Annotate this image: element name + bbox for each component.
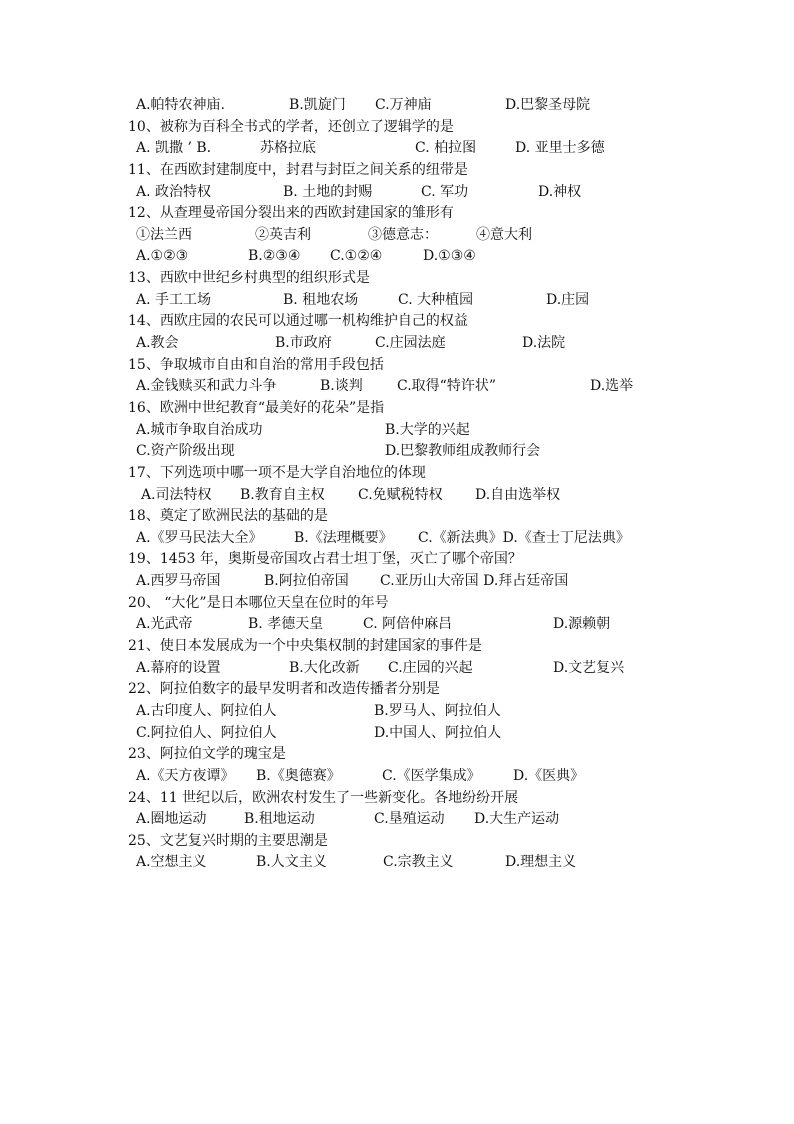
- answer-options: [128, 420, 648, 442]
- answer-option: A.《天方夜谭》: [136, 767, 235, 784]
- answer-option: C. 阿倍仲麻吕: [363, 616, 453, 633]
- answer-option: C.垦殖运动: [374, 811, 445, 828]
- answer-option: A.西罗马帝国: [136, 573, 221, 590]
- answer-option: C.《医学集成》: [382, 767, 481, 784]
- answer-options: [128, 290, 648, 312]
- answer-options: [128, 723, 648, 745]
- answer-option: ②英吉利: [255, 226, 311, 243]
- answer-option: B.阿拉伯帝国: [264, 573, 349, 590]
- question-stem: 23、阿拉伯文学的瑰宝是: [128, 746, 286, 763]
- exam-questions: [128, 95, 648, 874]
- answer-option: C.取得“特许状”: [397, 378, 496, 395]
- answer-option: ③德意志：: [368, 226, 438, 243]
- answer-option: D.自由选举权: [475, 486, 561, 503]
- answer-option: B.租地运动: [244, 811, 315, 828]
- answer-option: C.资产阶级出现: [136, 443, 235, 460]
- answer-option: D.中国人、阿拉伯人: [374, 724, 502, 741]
- answer-option: B. 土地的封赐: [283, 183, 373, 200]
- question-stem: 22、阿拉伯数字的最早发明者和改造传播者分别是: [128, 681, 440, 698]
- answer-option: D.巴黎圣母院: [505, 97, 591, 113]
- answer-option: B.罗马人、阿拉伯人: [374, 702, 501, 719]
- answer-option: B.人文主义: [256, 854, 327, 871]
- answer-options: [128, 246, 648, 268]
- answer-option: D.选举: [590, 378, 634, 395]
- answer-option: B.大学的兴起: [385, 421, 470, 438]
- answer-option: C.①②④: [330, 248, 383, 265]
- answer-option: D.大生产运动: [474, 811, 560, 828]
- answer-options: [128, 95, 648, 117]
- answer-options: [128, 614, 648, 636]
- answer-option: C.庄园的兴起: [388, 659, 473, 676]
- question-stem: 15、争取城市自由和自治的常用手段包括: [128, 356, 384, 373]
- answer-option: D.理想主义: [505, 854, 577, 871]
- answer-option: D.文艺复兴: [553, 659, 625, 676]
- answer-option: C.免赋税特权: [358, 486, 443, 503]
- answer-option: C. 柏拉图: [415, 140, 477, 157]
- answer-option: A. 凯撒 ’ B.: [136, 140, 212, 157]
- answer-options: [128, 376, 648, 398]
- answer-options: [128, 333, 648, 355]
- answer-option: C.阿拉伯人、阿拉伯人: [136, 724, 277, 741]
- answer-option: B. 孝德天皇: [248, 616, 324, 633]
- question-stem: 20、 “大化”是日本哪位天皇在位时的年号: [128, 594, 389, 611]
- answer-option: C.《新法典》D.《查士丁尼法典》: [418, 529, 630, 546]
- answer-option: A.幕府的设置: [136, 659, 221, 676]
- question-stem: 25、文艺复兴时期的主要思潮是: [128, 832, 328, 849]
- question-stem: 17、下列选项中哪一项不是大学自治地位的体现: [128, 464, 426, 481]
- question-stem: 18、奠定了欧洲民法的基础的是: [128, 508, 328, 525]
- answer-options: [128, 528, 648, 550]
- answer-option: 苏格拉底: [260, 140, 316, 157]
- question-stem: 19、1453 年，奥斯曼帝国攻占君士坦丁堡，灭亡了哪个帝国？: [128, 551, 522, 568]
- answer-option: B.谈判: [320, 378, 363, 395]
- question-stem: 16、欧洲中世纪教育“最美好的花朵”是指: [128, 399, 385, 416]
- answer-options: [128, 809, 648, 831]
- answer-options: [128, 701, 648, 723]
- question-stem: 11、在西欧封建制度中，封君与封臣之间关系的纽带是: [128, 161, 468, 178]
- answer-option: A.金钱赎买和武力斗争: [136, 378, 277, 395]
- answer-option: A.城市争取自治成功: [136, 421, 263, 438]
- answer-option: C.庄园法庭: [375, 335, 446, 352]
- question-stem: 13、西欧中世纪乡村典型的组织形式是: [128, 270, 370, 287]
- answer-option: A. 政治特权: [136, 183, 212, 200]
- answer-option: A.帕特农神庙.: [136, 97, 226, 113]
- answer-option: D.①③④: [423, 248, 476, 265]
- answer-options: [128, 766, 648, 788]
- answer-option: A.空想主义: [136, 854, 207, 871]
- answer-option: A. 手工工场: [136, 291, 212, 308]
- answer-option: D.《医典》: [513, 767, 585, 784]
- answer-option: A.圈地运动: [136, 811, 207, 828]
- question-stem: 24、11 世纪以后，欧洲农村发生了一些新变化。各地纷纷开展: [128, 789, 519, 806]
- answer-options: [128, 852, 648, 874]
- answer-option: A.教会: [136, 335, 179, 352]
- answer-option: B.大化改新: [289, 659, 360, 676]
- answer-option: A.①②③: [136, 248, 189, 265]
- answer-option: D. 亚里士多德: [515, 140, 605, 157]
- answer-options: [128, 225, 648, 247]
- answer-options: [128, 485, 648, 507]
- answer-option: A.光武帝: [136, 616, 193, 633]
- answer-option: D.庄园: [546, 291, 590, 308]
- answer-option: D.神权: [538, 183, 582, 200]
- answer-options: [128, 658, 648, 680]
- answer-options: [128, 182, 648, 204]
- answer-option: B.《奥德赛》: [256, 767, 341, 784]
- answer-option: A.《罗马民法大全》: [136, 529, 263, 546]
- answer-option: ④意大利: [476, 226, 532, 243]
- answer-option: D.源赖朝: [553, 616, 611, 633]
- answer-options: [128, 571, 648, 593]
- question-stem: 21、使日本发展成为一个中央集权制的封建国家的事件是: [128, 638, 482, 655]
- answer-option: B. 租地农场: [283, 291, 359, 308]
- answer-option: ①法兰西: [136, 226, 192, 243]
- answer-options: [128, 138, 648, 160]
- answer-option: B.《法理概要》: [294, 529, 393, 546]
- answer-option: B.②③④: [248, 248, 301, 265]
- question-stem: 14、西欧庄园的农民可以通过哪一机构维护自己的权益: [128, 313, 468, 330]
- answer-option: B.教育自主权: [240, 486, 325, 503]
- answer-option: A.司法特权: [141, 486, 212, 503]
- answer-option: B.市政府: [275, 335, 332, 352]
- answer-option: B.凯旋门: [289, 97, 346, 113]
- answer-option: A.古印度人、阿拉伯人: [136, 702, 277, 719]
- answer-options: [128, 441, 648, 463]
- answer-option: C.宗教主义: [383, 854, 454, 871]
- answer-option: C. 军功: [421, 183, 469, 200]
- question-stem: 10、被称为百科全书式的学者，还创立了逻辑学的是: [128, 118, 454, 135]
- answer-option: C. 大种植园: [398, 291, 474, 308]
- answer-option: D.法院: [522, 335, 566, 352]
- question-stem: 12、从查理曼帝国分裂出来的西欧封建国家的雏形有: [128, 205, 454, 222]
- answer-option: D.巴黎教师组成教师行会: [385, 443, 541, 460]
- answer-option: C.万神庙: [375, 97, 432, 113]
- answer-option: C.亚历山大帝国 D.拜占廷帝国: [380, 573, 569, 590]
